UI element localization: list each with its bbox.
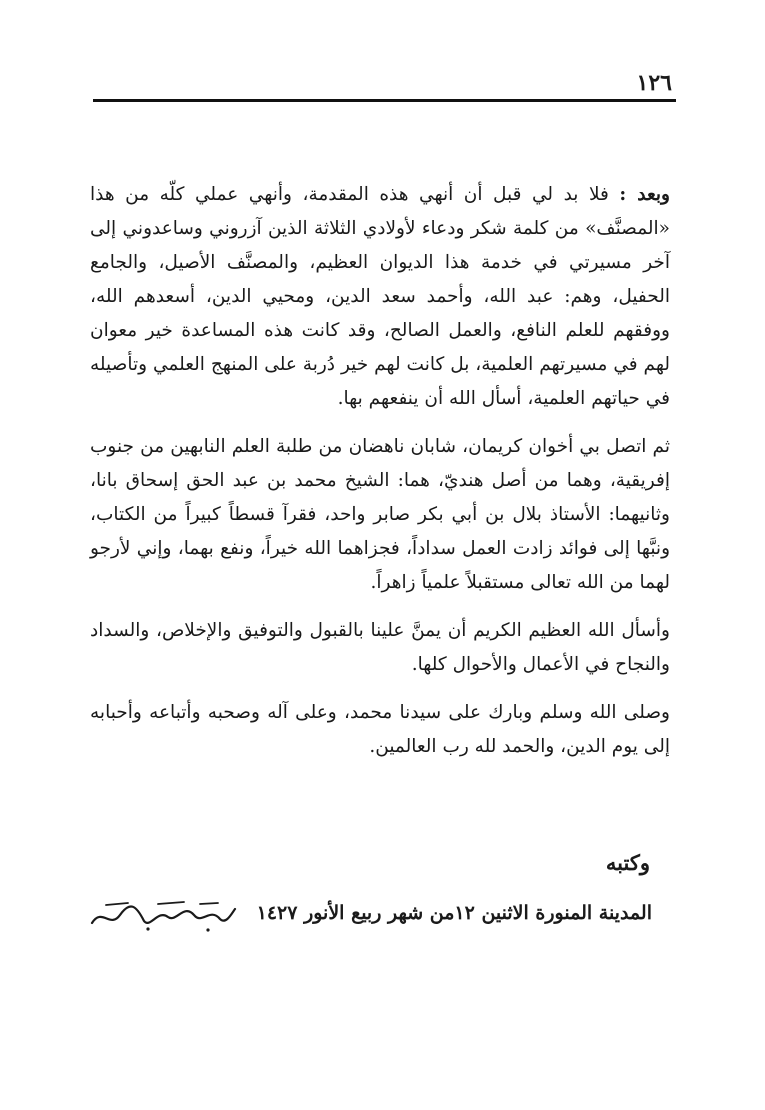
paragraph-supplication <box>90 614 670 682</box>
paragraph-text: ثم اتصل بي أخوان كريمان، شابان ناهضان من طلبة العلم النابهين من جنوب إفريقية، وهما من أصل هنديّ، هما: الشيخ محمد بن عبد الحق إسحاق بانا، وثانيهما: الأستاذ بلال بن أبي بكر صابر واحد، فقرآ قسطاً كبيراً من الكتاب، ونبَّها إلى فوائد زادت العمل سداداً، فجزاهما الله خيراً، ونفع بهما، وإني لأرجو لهما من الله تعالى مستقبلاً علمياً زاهراً. <box>90 436 670 593</box>
paragraph-blessing <box>90 696 670 764</box>
place-date-line: المدينة المنورة الاثنين ١٢من شهر ربيع الأنور ١٤٢٧ <box>256 902 652 924</box>
closing-label: وكتبه <box>605 850 650 875</box>
handwritten-signature <box>88 895 238 935</box>
body-text <box>90 178 670 778</box>
paragraph-acknowledgement <box>90 178 670 416</box>
paragraph-text: وصلى الله وسلم وبارك على سيدنا محمد، وعلى آله وصحبه وأتباعه وأحبابه إلى يوم الدين، والحمد لله رب العالمين. <box>90 702 670 757</box>
header-rule <box>93 99 676 102</box>
paragraph-text: وأسأل الله العظيم الكريم أن يمنَّ علينا بالقبول والتوفيق والإخلاص، والسداد والنجاح في الأعمال والأحوال كلها. <box>90 620 670 675</box>
paragraph-lead: وبعد : <box>619 184 670 205</box>
paragraph-text: فلا بد لي قبل أن أنهي هذه المقدمة، وأنهي عملي كلّه من هذا «المصنَّف» من كلمة شكر ودعاء لأولادي الثلاثة الذين آزروني وساعدوني إلى آخر مسيرتي في خدمة هذا الديوان العظيم، والمصنَّف الأصيل، والجامع الحفيل، وهم: عبد الله، وأحمد سعد الدين، ومحيي الدين، أسعدهم الله، ووفقهم للعلم النافع، والعمل الصالح، وقد كانت هذه المساعدة خير معوان لهم في مسيرتهم العلمية، بل كانت لهم خير دُربة على المنهج العلمي وتأصيله في حياتهم العلمية، أسأل الله أن ينفعهم بها. <box>90 184 670 409</box>
page-number: ١٢٦ <box>636 70 672 96</box>
paragraph-students <box>90 430 670 600</box>
